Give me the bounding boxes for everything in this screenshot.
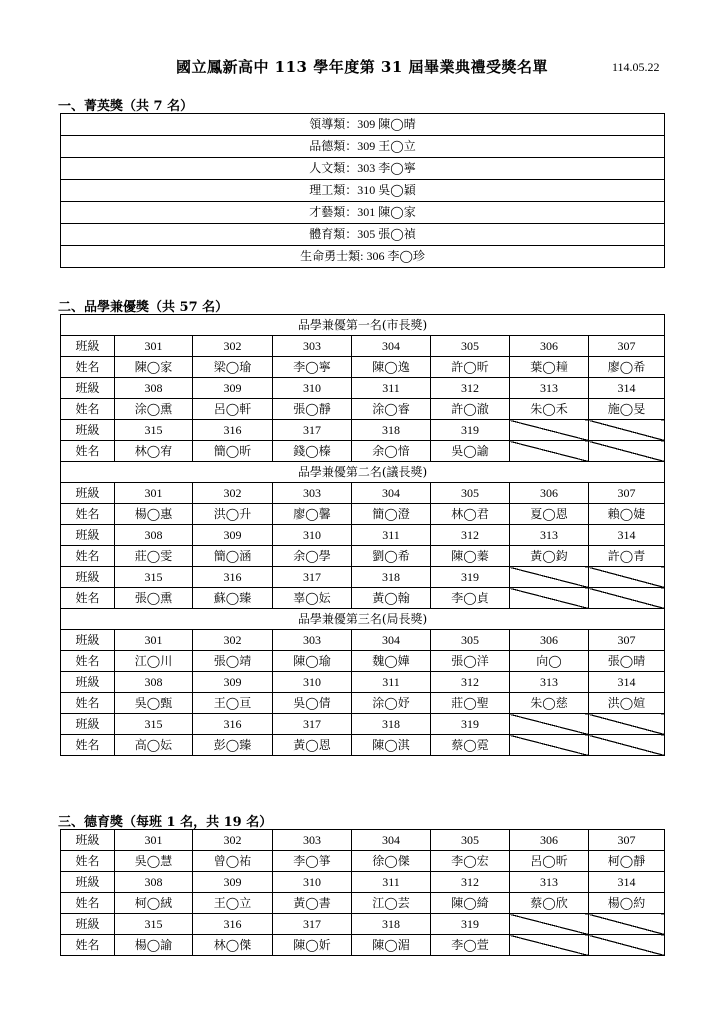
class-row: [61, 420, 665, 441]
student-name-cell: 葉◯𦔛: [510, 357, 589, 378]
section-heading-merit: 二、品學兼優獎（共 57 名）: [58, 300, 229, 315]
student-name-cell: 簡◯涵: [193, 546, 273, 567]
class-number-cell: 319: [431, 420, 510, 441]
student-name-cell: 楊◯諭: [115, 935, 193, 956]
empty-cell: [510, 914, 589, 935]
class-row: [61, 483, 665, 504]
student-name-cell: 陳◯瑜: [273, 651, 352, 672]
empty-cell: [510, 735, 589, 756]
student-name-cell: 吳◯諭: [431, 441, 510, 462]
row-label: 班級: [61, 336, 115, 357]
student-name-cell: 呂◯昕: [510, 851, 589, 872]
student-name-cell: 簡◯昕: [193, 441, 273, 462]
award-entry: 品德類：309 王◯立: [61, 136, 665, 158]
class-row: [61, 672, 665, 693]
group-title-row: [61, 609, 665, 630]
student-name-cell: 梁◯瑜: [193, 357, 273, 378]
student-name-cell: 朱◯禾: [510, 399, 589, 420]
student-name-cell: 余◯學: [273, 546, 352, 567]
empty-cell: [589, 441, 665, 462]
empty-cell: [510, 588, 589, 609]
student-name-cell: 蔡◯霓: [431, 735, 510, 756]
class-number-cell: 301: [115, 336, 193, 357]
row-label: 姓名: [61, 546, 115, 567]
name-row: [61, 504, 665, 525]
table-row: [61, 158, 665, 180]
class-number-cell: 314: [589, 378, 665, 399]
class-row: [61, 378, 665, 399]
row-label: 班級: [61, 378, 115, 399]
class-number-cell: 310: [273, 378, 352, 399]
student-name-cell: 涂◯妤: [352, 693, 431, 714]
group-title-row: [61, 462, 665, 483]
name-row: [61, 588, 665, 609]
class-number-cell: 311: [352, 525, 431, 546]
class-number-cell: 308: [115, 872, 193, 893]
student-name-cell: 王◯亘: [193, 693, 273, 714]
student-name-cell: 余◯愔: [352, 441, 431, 462]
class-row: [61, 630, 665, 651]
student-name-cell: 陳◯湄: [352, 935, 431, 956]
student-name-cell: 王◯立: [193, 893, 273, 914]
student-name-cell: 張◯洋: [431, 651, 510, 672]
name-row: [61, 357, 665, 378]
class-number-cell: 312: [431, 378, 510, 399]
row-label: 姓名: [61, 357, 115, 378]
class-number-cell: 309: [193, 378, 273, 399]
class-number-cell: 302: [193, 483, 273, 504]
section-heading-virtue: 三、德育獎（每班 1 名，共 19 名）: [58, 815, 273, 830]
class-number-cell: 313: [510, 872, 589, 893]
student-name-cell: 陳◯蓁: [431, 546, 510, 567]
class-number-cell: 305: [431, 336, 510, 357]
class-number-cell: 315: [115, 567, 193, 588]
student-name-cell: 林◯君: [431, 504, 510, 525]
class-row: [61, 714, 665, 735]
student-name-cell: 黃◯恩: [273, 735, 352, 756]
class-number-cell: 305: [431, 630, 510, 651]
class-number-cell: 301: [115, 830, 193, 851]
class-number-cell: 306: [510, 830, 589, 851]
class-number-cell: 303: [273, 830, 352, 851]
student-name-cell: 徐◯傑: [352, 851, 431, 872]
class-number-cell: 309: [193, 872, 273, 893]
name-row: [61, 441, 665, 462]
class-number-cell: 310: [273, 672, 352, 693]
class-number-cell: 306: [510, 630, 589, 651]
student-name-cell: 陳◯妡: [273, 935, 352, 956]
row-label: 班級: [61, 567, 115, 588]
student-name-cell: 楊◯約: [589, 893, 665, 914]
row-label: 姓名: [61, 651, 115, 672]
name-row: [61, 851, 665, 872]
student-name-cell: 柯◯絨: [115, 893, 193, 914]
student-name-cell: 蔡◯欣: [510, 893, 589, 914]
class-number-cell: 314: [589, 872, 665, 893]
student-name-cell: 許◯青: [589, 546, 665, 567]
empty-cell: [589, 714, 665, 735]
class-number-cell: 301: [115, 483, 193, 504]
class-number-cell: 319: [431, 914, 510, 935]
student-name-cell: 柯◯靜: [589, 851, 665, 872]
row-label: 姓名: [61, 399, 115, 420]
award-entry: 才藝類：301 陳◯家: [61, 202, 665, 224]
student-name-cell: 涂◯睿: [352, 399, 431, 420]
group-title: 品學兼優第三名(局長獎): [61, 609, 665, 630]
class-row: [61, 567, 665, 588]
table-row: [61, 202, 665, 224]
student-name-cell: 涂◯熏: [115, 399, 193, 420]
class-number-cell: 314: [589, 525, 665, 546]
student-name-cell: 簡◯澄: [352, 504, 431, 525]
class-number-cell: 319: [431, 567, 510, 588]
student-name-cell: 李◯箏: [273, 851, 352, 872]
student-name-cell: 洪◯升: [193, 504, 273, 525]
class-number-cell: 302: [193, 336, 273, 357]
student-name-cell: 施◯旻: [589, 399, 665, 420]
class-number-cell: 315: [115, 420, 193, 441]
student-name-cell: 劉◯希: [352, 546, 431, 567]
empty-cell: [589, 420, 665, 441]
student-name-cell: 許◯昕: [431, 357, 510, 378]
class-number-cell: 304: [352, 830, 431, 851]
class-number-cell: 313: [510, 672, 589, 693]
row-label: 班級: [61, 830, 115, 851]
class-number-cell: 317: [273, 914, 352, 935]
student-name-cell: 林◯傑: [193, 935, 273, 956]
student-name-cell: 李◯寧: [273, 357, 352, 378]
group-title: 品學兼優第二名(議長獎): [61, 462, 665, 483]
class-row: [61, 525, 665, 546]
class-number-cell: 312: [431, 872, 510, 893]
name-row: [61, 935, 665, 956]
student-name-cell: 賴◯婕: [589, 504, 665, 525]
student-name-cell: 江◯川: [115, 651, 193, 672]
student-name-cell: 吳◯甄: [115, 693, 193, 714]
class-number-cell: 304: [352, 630, 431, 651]
class-number-cell: 317: [273, 567, 352, 588]
class-number-cell: 305: [431, 483, 510, 504]
table-row: [61, 246, 665, 268]
class-number-cell: 307: [589, 336, 665, 357]
empty-cell: [510, 567, 589, 588]
class-number-cell: 319: [431, 714, 510, 735]
name-row: [61, 651, 665, 672]
class-number-cell: 308: [115, 525, 193, 546]
class-number-cell: 304: [352, 336, 431, 357]
row-label: 姓名: [61, 693, 115, 714]
class-number-cell: 311: [352, 378, 431, 399]
row-label: 班級: [61, 525, 115, 546]
page-title: 國立鳳新高中 113 學年度第 31 屆畢業典禮受獎名單: [175, 58, 549, 76]
group-title-row: [61, 315, 665, 336]
student-name-cell: 呂◯軒: [193, 399, 273, 420]
empty-cell: [510, 420, 589, 441]
student-name-cell: 莊◯雯: [115, 546, 193, 567]
class-number-cell: 303: [273, 336, 352, 357]
class-number-cell: 302: [193, 830, 273, 851]
row-label: 姓名: [61, 893, 115, 914]
award-entry: 理工類：310 吳◯穎: [61, 180, 665, 202]
student-name-cell: 廖◯希: [589, 357, 665, 378]
class-row: [61, 830, 665, 851]
row-label: 姓名: [61, 588, 115, 609]
row-label: 班級: [61, 420, 115, 441]
student-name-cell: 黃◯書: [273, 893, 352, 914]
class-number-cell: 315: [115, 714, 193, 735]
class-number-cell: 305: [431, 830, 510, 851]
empty-cell: [589, 735, 665, 756]
row-label: 班級: [61, 483, 115, 504]
student-name-cell: 許◯澈: [431, 399, 510, 420]
name-row: [61, 693, 665, 714]
class-number-cell: 317: [273, 420, 352, 441]
student-name-cell: 辜◯妘: [273, 588, 352, 609]
class-number-cell: 314: [589, 672, 665, 693]
empty-cell: [510, 441, 589, 462]
class-number-cell: 306: [510, 336, 589, 357]
class-number-cell: 318: [352, 420, 431, 441]
student-name-cell: 朱◯慈: [510, 693, 589, 714]
student-name-cell: 楊◯惠: [115, 504, 193, 525]
class-number-cell: 316: [193, 420, 273, 441]
row-label: 姓名: [61, 735, 115, 756]
merit-award-table: [60, 314, 665, 756]
class-row: [61, 914, 665, 935]
class-number-cell: 311: [352, 872, 431, 893]
student-name-cell: 江◯芸: [352, 893, 431, 914]
empty-cell: [589, 935, 665, 956]
class-number-cell: 307: [589, 830, 665, 851]
student-name-cell: 洪◯媗: [589, 693, 665, 714]
name-row: [61, 735, 665, 756]
student-name-cell: 向◯: [510, 651, 589, 672]
virtue-award-table: [60, 829, 665, 956]
class-number-cell: 316: [193, 567, 273, 588]
class-number-cell: 317: [273, 714, 352, 735]
row-label: 姓名: [61, 935, 115, 956]
student-name-cell: 吳◯倩: [273, 693, 352, 714]
class-number-cell: 313: [510, 378, 589, 399]
class-number-cell: 304: [352, 483, 431, 504]
class-number-cell: 318: [352, 914, 431, 935]
class-number-cell: 306: [510, 483, 589, 504]
student-name-cell: 陳◯淇: [352, 735, 431, 756]
class-number-cell: 301: [115, 630, 193, 651]
student-name-cell: 黃◯鈞: [510, 546, 589, 567]
row-label: 姓名: [61, 851, 115, 872]
student-name-cell: 吳◯慧: [115, 851, 193, 872]
class-number-cell: 313: [510, 525, 589, 546]
student-name-cell: 張◯靜: [273, 399, 352, 420]
student-name-cell: 彭◯臻: [193, 735, 273, 756]
award-entry: 領導類：309 陳◯晴: [61, 114, 665, 136]
row-label: 姓名: [61, 441, 115, 462]
student-name-cell: 李◯宏: [431, 851, 510, 872]
table-row: [61, 136, 665, 158]
row-label: 姓名: [61, 504, 115, 525]
student-name-cell: 李◯貞: [431, 588, 510, 609]
class-number-cell: 307: [589, 630, 665, 651]
student-name-cell: 蘇◯臻: [193, 588, 273, 609]
table-row: [61, 180, 665, 202]
class-number-cell: 315: [115, 914, 193, 935]
student-name-cell: 廖◯馨: [273, 504, 352, 525]
group-title: 品學兼優第一名(市長獎): [61, 315, 665, 336]
class-row: [61, 872, 665, 893]
student-name-cell: 夏◯恩: [510, 504, 589, 525]
name-row: [61, 399, 665, 420]
student-name-cell: 林◯宥: [115, 441, 193, 462]
student-name-cell: 莊◯聖: [431, 693, 510, 714]
student-name-cell: 張◯晴: [589, 651, 665, 672]
class-number-cell: 308: [115, 672, 193, 693]
empty-cell: [589, 914, 665, 935]
document-date: 114.05.22: [612, 60, 660, 74]
award-entry: 生命勇士類: 306 李◯珍: [61, 246, 665, 268]
award-entry: 人文類：303 李◯寧: [61, 158, 665, 180]
class-number-cell: 308: [115, 378, 193, 399]
class-number-cell: 302: [193, 630, 273, 651]
student-name-cell: 陳◯綺: [431, 893, 510, 914]
student-name-cell: 高◯妘: [115, 735, 193, 756]
award-entry: 體育類：305 張◯禎: [61, 224, 665, 246]
empty-cell: [510, 935, 589, 956]
student-name-cell: 魏◯嬅: [352, 651, 431, 672]
class-number-cell: 310: [273, 525, 352, 546]
empty-cell: [589, 588, 665, 609]
class-number-cell: 316: [193, 714, 273, 735]
class-number-cell: 307: [589, 483, 665, 504]
student-name-cell: 曾◯祐: [193, 851, 273, 872]
student-name-cell: 陳◯家: [115, 357, 193, 378]
section-heading-elite: 一、菁英獎（共 7 名）: [58, 99, 194, 114]
student-name-cell: 張◯熏: [115, 588, 193, 609]
empty-cell: [589, 567, 665, 588]
class-number-cell: 312: [431, 525, 510, 546]
name-row: [61, 893, 665, 914]
class-number-cell: 303: [273, 483, 352, 504]
student-name-cell: 黃◯翰: [352, 588, 431, 609]
class-row: [61, 336, 665, 357]
table-row: [61, 224, 665, 246]
row-label: 班級: [61, 914, 115, 935]
student-name-cell: 錢◯榛: [273, 441, 352, 462]
class-number-cell: 309: [193, 525, 273, 546]
class-number-cell: 309: [193, 672, 273, 693]
class-number-cell: 303: [273, 630, 352, 651]
class-number-cell: 312: [431, 672, 510, 693]
class-number-cell: 316: [193, 914, 273, 935]
class-number-cell: 310: [273, 872, 352, 893]
row-label: 班級: [61, 872, 115, 893]
student-name-cell: 張◯靖: [193, 651, 273, 672]
elite-award-table: [60, 113, 665, 268]
row-label: 班級: [61, 672, 115, 693]
table-row: [61, 114, 665, 136]
student-name-cell: 李◯萱: [431, 935, 510, 956]
row-label: 班級: [61, 630, 115, 651]
student-name-cell: 陳◯逸: [352, 357, 431, 378]
class-number-cell: 318: [352, 567, 431, 588]
class-number-cell: 311: [352, 672, 431, 693]
empty-cell: [510, 714, 589, 735]
class-number-cell: 318: [352, 714, 431, 735]
name-row: [61, 546, 665, 567]
row-label: 班級: [61, 714, 115, 735]
